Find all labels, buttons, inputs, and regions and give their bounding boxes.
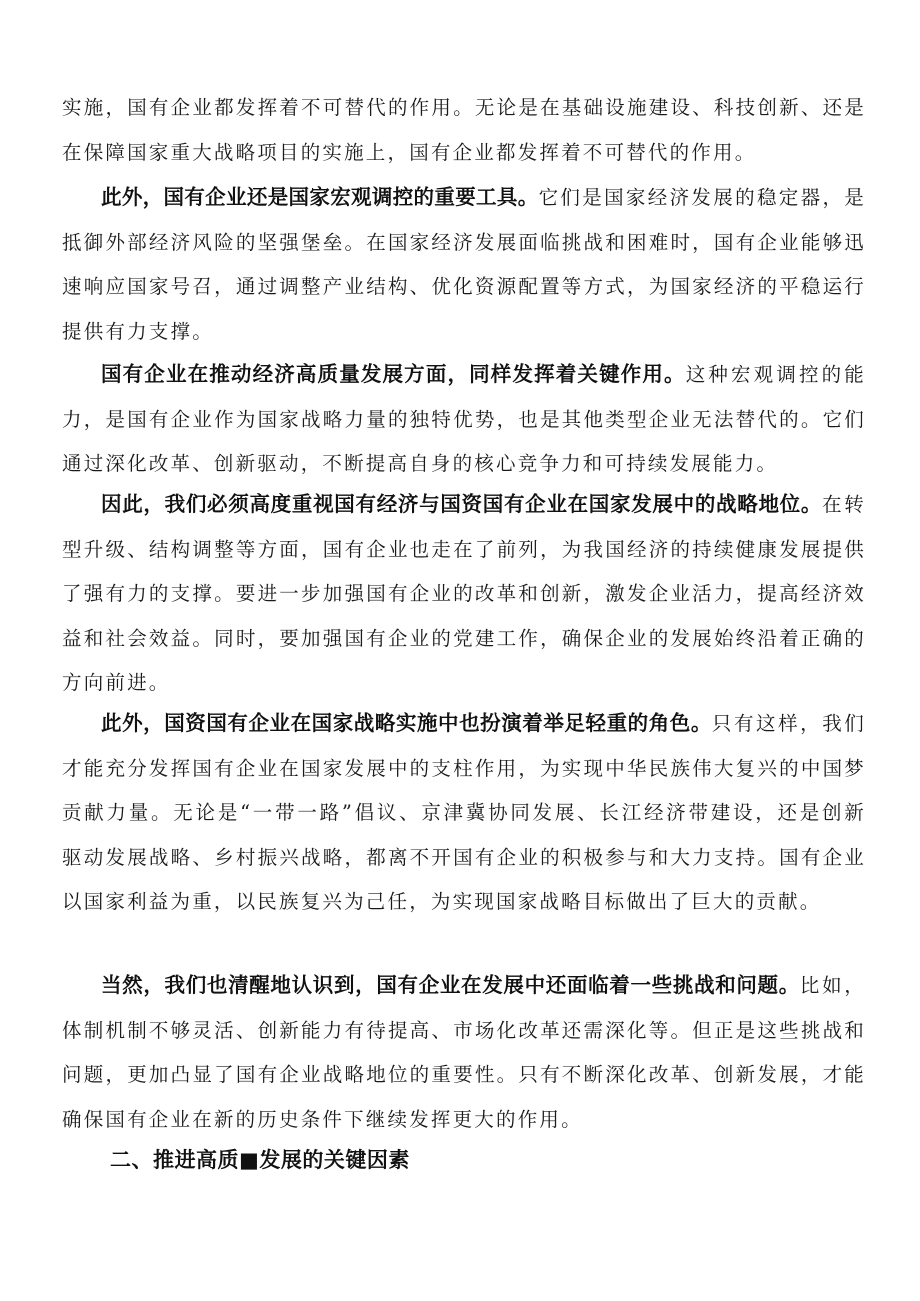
paragraph-4-text: 在转型升级、结构调整等方面，国有企业也走在了前列，为我国经济的持续健康发展提供了强有力的支撑。要进一步加强国有企业的改革和创新，激发企业活力，提高经济效益和社会效益。同时，要加强国有企业的党建工作，确保企业的发展始终沿着正确的方向前进。: [62, 493, 866, 695]
paragraph-3: [62, 352, 866, 487]
paragraph-2: [62, 175, 866, 354]
paragraph-6: [62, 963, 866, 1142]
paragraph-2-text: 它们是国家经济发展的稳定器，是抵御外部经济风险的坚强堡垒。在国家经济发展面临挑战和困难时，国有企业能够迅速响应国家号召，通过调整产业结构、优化资源配置等方式，为国家经济的平稳运行提供有力支撑。: [62, 186, 866, 343]
section-heading: 二、推进高质■发展的关键因素: [110, 1148, 410, 1172]
paragraph-2-lead: 此外，国有企业还是国家宏观调控的重要工具。: [101, 185, 539, 209]
paragraph-5: [62, 701, 866, 925]
paragraph-6-lead: 当然，我们也清醒地认识到，国有企业在发展中还面临着一些挑战和问题。: [101, 973, 800, 997]
paragraph-5-lead: 此外，国资国有企业在国家战略实施中也扮演着举足轻重的角色。: [101, 711, 712, 735]
paragraph-5-text: 只有这样，我们才能充分发挥国有企业在国家发展中的支柱作用，为实现中华民族伟大复兴的中国梦贡献力量。无论是“一带一路”倡议、京津冀协同发展、长江经济带建设，还是创新驱动发展战略、乡村振兴战略，都离不开国有企业的积极参与和大力支持。国有企业以国家利益为重，以民族复兴为己任，为实现国家战略目标做出了巨大的贡献。: [62, 712, 866, 914]
paragraph-3-text: 这种宏观调控的能力，是国有企业作为国家战略力量的独特优势，也是其他类型企业无法替代的。它们通过深化改革、创新驱动，不断提高自身的核心竞争力和可持续发展能力。: [62, 363, 866, 476]
paragraph-3-lead: 国有企业在推动经济高质量发展方面，同样发挥着关键作用。: [101, 362, 686, 386]
paragraph-1: [62, 85, 866, 175]
paragraph-6-text: 比如，体制机制不够灵活、创新能力有待提高、市场化改革还需深化等。但正是这些挑战和问题，更加凸显了国有企业战略地位的重要性。只有不断深化改革、创新发展，才能确保国有企业在新的历史条件下继续发挥更大的作用。: [62, 974, 866, 1131]
paragraph-1-text: 实施，国有企业都发挥着不可替代的作用。无论是在基础设施建设、科技创新、还是在保障国家重大战略项目的实施上，国有企业都发挥着不可替代的作用。: [62, 96, 866, 164]
paragraph-4: [62, 482, 866, 706]
paragraph-4-lead: 因此，我们必须高度重视国有经济与国资国有企业在国家发展中的战略地位。: [101, 492, 823, 516]
